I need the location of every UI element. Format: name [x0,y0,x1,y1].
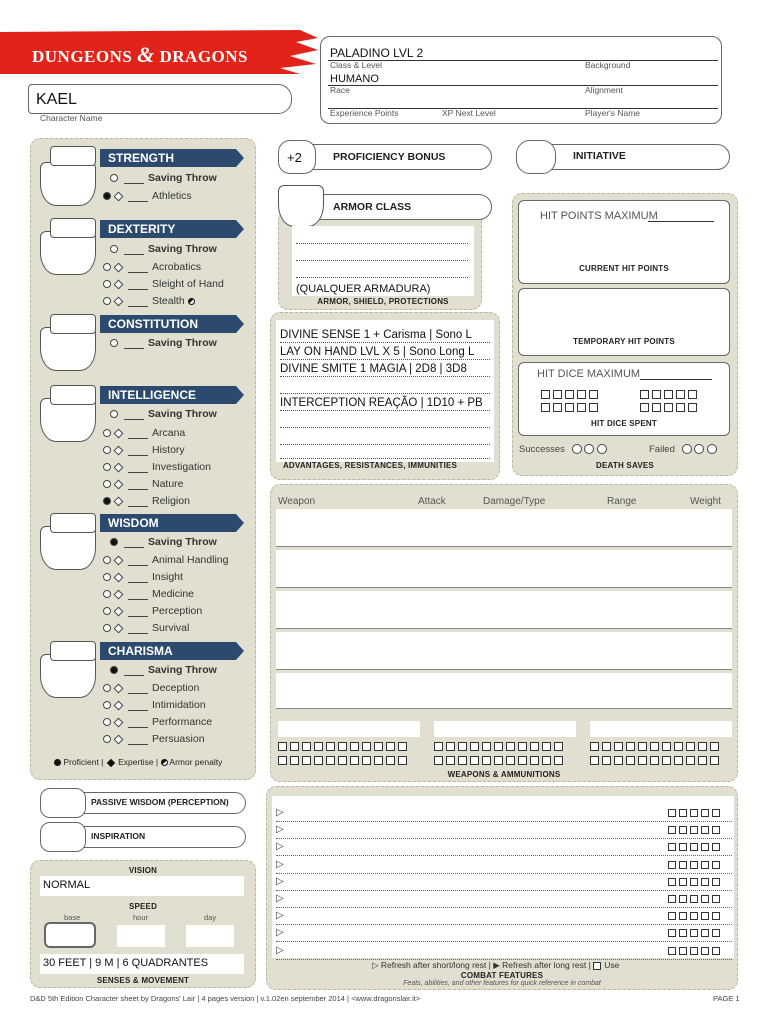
proficiency-dot[interactable] [103,573,111,581]
expertise-diamond[interactable] [114,683,124,693]
bonus-blank[interactable] [128,685,148,694]
feature-line [280,393,490,394]
feature-line [280,427,490,428]
vision-label: VISION [128,866,158,875]
armor-penalty-icon [188,298,195,305]
skill-strength-save[interactable]: Saving Throw [110,172,217,186]
bonus-blank[interactable] [128,193,148,202]
bonus-blank[interactable] [128,464,148,473]
ammo-name-1[interactable] [278,721,420,737]
fail-dot[interactable] [707,444,717,454]
inspiration-label: INSPIRATION [91,831,146,841]
proficiency-dot[interactable] [110,245,118,253]
bonus-blank[interactable] [128,447,148,456]
refresh-short-icon[interactable]: ▷ [276,945,284,956]
hit-dice-spent-label: HIT DICE SPENT [591,419,657,428]
proficiency-dot[interactable] [103,280,111,288]
bonus-blank[interactable] [124,411,144,420]
use-boxes[interactable] [668,947,723,958]
expertise-diamond[interactable] [114,462,124,472]
expertise-diamond[interactable] [114,496,124,506]
weapon-header-range: Range [607,496,637,507]
skill-intelligence-save[interactable]: Saving Throw [110,408,217,422]
expertise-diamond[interactable] [114,589,124,599]
use-boxes[interactable] [668,809,723,820]
success-dot[interactable] [597,444,607,454]
proficiency-dot[interactable] [110,339,118,347]
hp-max-line [648,221,714,222]
use-box-icon [593,962,601,970]
skill-sleight-of-hand[interactable]: Sleight of Hand [103,278,224,292]
bonus-blank[interactable] [128,591,148,600]
proficiency-dot[interactable] [103,701,111,709]
speed-text-value[interactable]: 30 FEET | 9 M | 6 QUADRANTES [43,957,209,969]
skill-acrobatics[interactable]: Acrobatics [103,261,201,275]
death-saves-failed: Failed [649,444,717,455]
death-saves-successes: Successes [519,444,607,455]
refresh-short-icon[interactable]: ▷ [276,859,284,870]
skill-history[interactable]: History [103,444,185,458]
feature-text[interactable]: LAY ON HAND LVL X 5 | Sono Long L [280,346,475,358]
armor-class-shield[interactable] [278,185,324,227]
armor-line-2 [296,260,468,261]
logo-text: DUNGEONS & DRAGONS [32,42,248,67]
refresh-short-icon[interactable]: ▷ [276,927,284,938]
bonus-blank[interactable] [128,625,148,634]
proficiency-dot[interactable] [103,556,111,564]
hit-dice-boxes-right[interactable] [640,390,720,416]
bonus-blank[interactable] [124,340,144,349]
bonus-blank[interactable] [128,264,148,273]
ammo-boxes-1[interactable] [278,742,428,770]
bonus-blank[interactable] [128,702,148,711]
proficiency-dot[interactable] [103,497,111,505]
initiative-value-box[interactable] [516,140,556,174]
ability-title-strength: STRENGTH [100,149,236,167]
proficient-icon [54,759,61,766]
bonus-blank[interactable] [128,719,148,728]
weapon-row[interactable] [276,632,732,670]
proficiency-dot[interactable] [110,666,118,674]
feature-line [280,342,490,343]
bonus-blank[interactable] [124,667,144,676]
fail-dot[interactable] [682,444,692,454]
proficiency-dot[interactable] [110,410,118,418]
refresh-long-icon: ▶ [493,960,500,970]
armor-class-label: ARMOR CLASS [333,201,412,213]
background-label: Background [585,60,631,70]
strength-modifier-shield[interactable] [50,146,96,166]
skill-nature[interactable]: Nature [103,478,184,492]
proficiency-dot[interactable] [110,538,118,546]
refresh-short-icon[interactable]: ▷ [276,824,284,835]
character-name-value[interactable]: KAEL [36,91,77,108]
bonus-blank[interactable] [128,736,148,745]
expertise-diamond[interactable] [114,572,124,582]
character-name-label: Character Name [40,113,103,123]
expertise-diamond[interactable] [114,479,124,489]
use-boxes[interactable] [668,843,723,854]
refresh-short-icon[interactable]: ▷ [276,876,284,887]
feature-line [280,458,490,459]
speed-base-box[interactable] [44,922,96,948]
page-number: PAGE 1 [713,994,740,1003]
weapons-label: WEAPONS & AMMUNITIONS [447,770,561,779]
skill-arcana[interactable]: Arcana [103,427,185,441]
combat-feature-row[interactable] [276,909,732,925]
combat-feature-row[interactable] [276,806,732,822]
proficiency-dot[interactable] [103,718,111,726]
refresh-short-icon: ▷ [372,960,379,970]
ability-title-wisdom: WISDOM [100,514,236,532]
expertise-diamond[interactable] [114,191,124,201]
hp-max-label: HIT POINTS MAXIMUM [540,210,658,222]
hit-dice-max-label: HIT DICE MAXIMUM [537,368,641,380]
feature-line [280,444,490,445]
expertise-diamond[interactable] [114,279,124,289]
proficiency-dot[interactable] [110,174,118,182]
temp-hp-label: TEMPORARY HIT POINTS [573,337,675,346]
use-boxes[interactable] [668,861,723,872]
vision-value[interactable]: NORMAL [43,879,91,891]
proficiency-dot[interactable] [103,607,111,615]
weapon-header-weapon: Weapon [278,496,316,507]
armor-penalty-icon [161,759,168,766]
combat-feature-row[interactable] [276,840,732,856]
combat-legend: ▷ Refresh after short/long rest | ▶ Refresh after long rest | Use [372,960,620,970]
fail-dot[interactable] [694,444,704,454]
bonus-blank[interactable] [128,298,148,307]
use-boxes[interactable] [668,878,723,889]
speed-col-hour: hour [133,913,149,922]
class-level-line [328,60,718,61]
senses-label: SENSES & MOVEMENT [96,976,190,985]
skill-intimidation[interactable]: Intimidation [103,699,206,713]
speed-col-base: base [64,913,81,922]
skill-deception[interactable]: Deception [103,682,199,696]
inspiration-bar [60,826,246,848]
bonus-blank[interactable] [128,608,148,617]
proficiency-dot[interactable] [103,446,111,454]
ammo-boxes-3[interactable] [590,742,740,770]
skill-dexterity-save[interactable]: Saving Throw [110,243,217,257]
combat-feature-row[interactable] [276,875,732,891]
expertise-diamond[interactable] [114,428,124,438]
skill-insight[interactable]: Insight [103,571,183,585]
armor-text[interactable]: (QUALQUER ARMADURA) [296,283,431,295]
weapon-row[interactable] [276,550,732,588]
proficiency-dot[interactable] [103,480,111,488]
skill-investigation[interactable]: Investigation [103,461,211,475]
proficiency-dot[interactable] [103,624,111,632]
race-label: Race [330,85,350,95]
combat-features-sublabel: Feats, abilities, and other features for quick reference in combat [403,980,601,987]
expertise-diamond[interactable] [114,262,124,272]
use-boxes[interactable] [668,929,723,940]
class-level-value[interactable]: PALADINO LVL 2 [330,46,424,60]
skill-survival[interactable]: Survival [103,622,189,636]
expertise-diamond[interactable] [114,606,124,616]
skill-perception[interactable]: Perception [103,605,202,619]
combat-feature-row[interactable] [276,823,732,839]
expertise-diamond[interactable] [114,296,124,306]
proficiency-bonus-label: PROFICIENCY BONUS [333,151,446,163]
proficiency-bonus-value[interactable]: +2 [287,150,302,165]
ability-title-dexterity: DEXTERITY [100,220,236,238]
skill-charisma-save[interactable]: Saving Throw [110,664,217,678]
proficiency-dot[interactable] [103,429,111,437]
weapon-notes[interactable] [276,673,732,709]
armor-sub-label: ARMOR, SHIELD, PROTECTIONS [317,297,449,306]
proficiency-dot[interactable] [103,684,111,692]
expertise-diamond[interactable] [114,717,124,727]
proficiency-dot[interactable] [103,735,111,743]
weapon-header-attack: Attack [418,496,446,507]
ability-title-intelligence: INTELLIGENCE [100,386,236,404]
combat-feature-row[interactable] [276,892,732,908]
constitution-modifier-shield[interactable] [50,314,96,334]
race-line [328,85,718,86]
ability-title-charisma: CHARISMA [100,642,236,660]
passive-wisdom-label: PASSIVE WISDOM (PERCEPTION) [91,797,229,807]
dexterity-modifier-shield[interactable] [50,218,96,238]
strength-score-shield[interactable] [40,162,96,206]
weapon-header-damage: Damage/Type [483,496,546,507]
ammo-boxes-2[interactable] [434,742,584,770]
bonus-blank[interactable] [128,481,148,490]
combat-feature-row[interactable] [276,926,732,942]
expertise-icon [107,759,115,767]
skill-religion[interactable]: Religion [103,495,190,509]
feature-line [280,359,490,360]
hit-dice-max-line [640,379,712,380]
feature-text[interactable]: DIVINE SENSE 1 + Carisma | Sono L [280,329,472,341]
refresh-short-icon[interactable]: ▷ [276,807,284,818]
xp-next-label: XP Next Level [442,108,496,118]
proficiency-dot[interactable] [103,192,111,200]
proficiency-legend: Proficient | Expertise | Armor penalty [54,757,222,767]
race-value[interactable]: HUMANO [330,73,379,85]
charisma-modifier-shield[interactable] [50,641,96,661]
weapon-header-weight: Weight [690,496,721,507]
inspiration-value-box[interactable] [40,822,86,852]
feature-line [280,376,490,377]
success-dot[interactable] [584,444,594,454]
armor-line-3 [296,277,468,278]
skill-performance[interactable]: Performance [103,716,212,730]
speed-label: SPEED [128,902,158,911]
bonus-blank[interactable] [128,281,148,290]
bonus-blank[interactable] [128,430,148,439]
bonus-blank[interactable] [124,246,144,255]
skill-persuasion[interactable]: Persuasion [103,733,205,747]
combat-features-label: COMBAT FEATURES [460,971,544,980]
refresh-short-icon[interactable]: ▷ [276,841,284,852]
death-saves-label: DEATH SAVES [596,461,654,470]
bonus-blank[interactable] [124,539,144,548]
advantages-label: ADVANTAGES, RESISTANCES, IMMUNITIES [282,461,458,470]
success-dot[interactable] [572,444,582,454]
skill-athletics[interactable]: Athletics [103,190,192,204]
wisdom-modifier-shield[interactable] [50,513,96,533]
feature-line [280,410,490,411]
use-boxes[interactable] [668,912,723,923]
current-hp-label: CURRENT HIT POINTS [579,264,669,273]
expertise-diamond[interactable] [114,555,124,565]
skill-wisdom-save[interactable]: Saving Throw [110,536,217,550]
feature-text[interactable]: INTERCEPTION REAÇÃO | 1D10 + PB [280,397,483,409]
bonus-blank[interactable] [128,557,148,566]
speed-hour-box[interactable] [117,925,165,947]
proficiency-dot[interactable] [103,590,111,598]
skill-animal-handling[interactable]: Animal Handling [103,554,228,568]
bonus-blank[interactable] [124,175,144,184]
class-level-label: Class & Level [330,60,382,70]
bonus-blank[interactable] [128,574,148,583]
skill-medicine[interactable]: Medicine [103,588,194,602]
weapon-row[interactable] [276,509,732,547]
weapon-row[interactable] [276,591,732,629]
alignment-label: Alignment [585,85,623,95]
armor-line-1 [296,243,468,244]
proficiency-dot[interactable] [103,463,111,471]
expertise-diamond[interactable] [114,445,124,455]
ability-title-constitution: CONSTITUTION [100,315,236,333]
initiative-label: INITIATIVE [573,150,626,162]
speed-day-box[interactable] [186,925,234,947]
use-boxes[interactable] [668,826,723,837]
expertise-diamond[interactable] [114,623,124,633]
skill-stealth[interactable]: Stealth [103,295,195,309]
refresh-short-icon[interactable]: ▷ [276,893,284,904]
expertise-diamond[interactable] [114,700,124,710]
footer-credits: D&D 5th Edition Character sheet by Dragons' Lair | 4 pages version | v.1.02en september 2014 | <www.dragonslair.it> [30,994,421,1003]
player-name-label: Player's Name [585,108,641,118]
proficiency-dot[interactable] [103,297,111,305]
speed-col-day: day [204,913,217,922]
feature-text[interactable]: DIVINE SMITE 1 MAGIA | 2D8 | 3D8 [280,363,467,375]
hit-dice-boxes-left[interactable] [541,390,621,416]
intelligence-modifier-shield[interactable] [50,385,96,405]
ammo-name-3[interactable] [590,721,732,737]
ammo-name-2[interactable] [434,721,576,737]
skill-constitution-save[interactable]: Saving Throw [110,337,217,351]
use-boxes[interactable] [668,895,723,906]
refresh-short-icon[interactable]: ▷ [276,910,284,921]
proficiency-dot[interactable] [103,263,111,271]
xp-label: Experience Points [330,108,399,118]
initiative-bar [540,144,730,170]
combat-feature-row[interactable] [276,858,732,874]
expertise-diamond[interactable] [114,734,124,744]
combat-feature-row[interactable] [276,944,732,960]
logo-banner [0,28,320,76]
passive-wisdom-value-box[interactable] [40,788,86,818]
bonus-blank[interactable] [128,498,148,507]
